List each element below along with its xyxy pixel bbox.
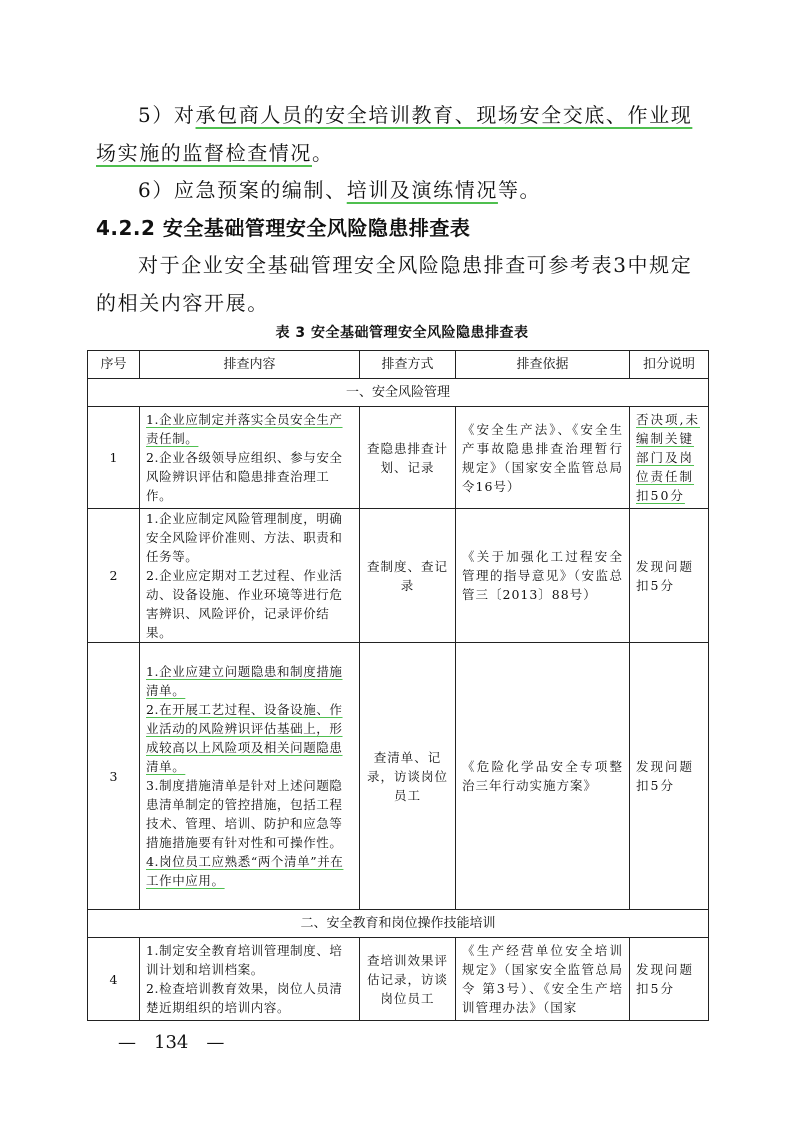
row-num: 1 [88, 407, 140, 509]
row-deduct: 发现问题扣5分 [630, 509, 709, 643]
header-basis: 排查依据 [456, 351, 630, 379]
content-item: 1.制定安全教育培训管理制度、培训计划和培训档案。 [146, 943, 343, 977]
content-item: 4.岗位员工应熟悉“两个清单”并在工作中应用。 [146, 854, 344, 888]
section-title: 二、安全教育和岗位操作技能培训 [88, 910, 709, 938]
page-number: — 134 — [118, 1032, 225, 1053]
risk-check-table [87, 350, 709, 1021]
section-row [88, 910, 709, 938]
content-item: 1.企业应制定风险管理制度，明确安全风险评价准则、方法、职责和任务等。 [146, 511, 343, 564]
row-content [140, 938, 360, 1021]
content-item: 1.企业应制定并落实全员安全生产责任制。 [146, 412, 343, 446]
underlined-text: 培训及演练情况 [346, 178, 498, 202]
row-method: 查隐患排查计划、记录 [360, 407, 456, 509]
row-num: 3 [88, 643, 140, 910]
table-row [88, 643, 709, 910]
section-heading: 4.2.2 安全基础管理安全风险隐患排查表 [96, 216, 471, 240]
row-content [140, 407, 360, 509]
row-basis: 《危险化学品安全专项整治三年行动实施方案》 [456, 643, 630, 910]
row-content [140, 643, 360, 910]
content-item: 1.企业应建立问题隐患和制度措施清单。 [146, 664, 343, 698]
header-num: 序号 [88, 351, 140, 379]
row-basis: 《关于加强化工过程安全管理的指导意见》（安监总管三〔2013〕88号） [456, 509, 630, 643]
text-segment: 。 [312, 141, 334, 165]
paragraph-item-6 [96, 171, 696, 209]
text-segment: 等。 [497, 178, 542, 202]
header-content: 排查内容 [140, 351, 360, 379]
row-deduct: 否决项,未编制关键部门及岗位责任制扣50分 [630, 407, 709, 509]
row-num: 2 [88, 509, 140, 643]
header-method: 排查方式 [360, 351, 456, 379]
header-deduct: 扣分说明 [630, 351, 709, 379]
table-caption: 表 3 安全基础管理安全风险隐患排查表 [275, 325, 529, 341]
content-item: 2.检查培训教育效果，岗位人员清楚近期组织的培训内容。 [146, 981, 343, 1015]
text-segment: 6）应急预案的编制、 [138, 178, 347, 202]
table-header-row [88, 351, 709, 379]
text-segment: 5）对 [138, 103, 196, 127]
section-row [88, 379, 709, 407]
row-basis: 《安全生产法》、《安全生产事故隐患排查治理暂行规定》（国家安全监管总局令16号） [456, 407, 630, 509]
section-title: 一、安全风险管理 [88, 379, 709, 407]
row-method: 查清单、记录，访谈岗位员工 [360, 643, 456, 910]
content-item: 2.企业各级领导应组织、参与安全风险辨识评估和隐患排查治理工作。 [146, 450, 343, 503]
content-item: 2.企业应定期对工艺过程、作业活动、设备设施、作业环境等进行危害辨识、风险评价，记录评价结果。 [146, 568, 343, 640]
table-row [88, 509, 709, 643]
row-num: 4 [88, 938, 140, 1021]
row-content [140, 509, 360, 643]
table-row [88, 938, 709, 1021]
underlined-text: 场实施的监督检查情况 [96, 141, 312, 165]
content-item: 2.在开展工艺过程、设备设施、作业活动的风险辨识评估基础上，形成较高以上风险项及相关问题隐患清单。 [146, 702, 343, 774]
row-method: 查培训效果评估记录，访谈岗位员工 [360, 938, 456, 1021]
paragraph-item-5 [96, 96, 696, 172]
intro-paragraph [96, 246, 696, 322]
table-row [88, 407, 709, 509]
row-method: 查制度、查记录 [360, 509, 456, 643]
row-basis: 《生产经营单位安全培训规定》（国家安全监管总局令 第3号）、《安全生产培训管理办法》（国家 [456, 938, 630, 1021]
underlined-text: 承包商人员的安全培训教育、现场安全交底、作业现 [195, 103, 693, 127]
text-segment: 对于企业安全基础管理安全风险隐患排查可参考表3中规定 [138, 253, 693, 277]
row-deduct: 发现问题扣5分 [630, 938, 709, 1021]
row-deduct: 发现问题扣5分 [630, 643, 709, 910]
text-segment: 的相关内容开展。 [96, 291, 269, 315]
content-item: 3.制度措施清单是针对上述问题隐患清单制定的管控措施，包括工程技术、管理、培训、防护和应急等措施措施要有针对性和可操作性。 [146, 778, 343, 850]
